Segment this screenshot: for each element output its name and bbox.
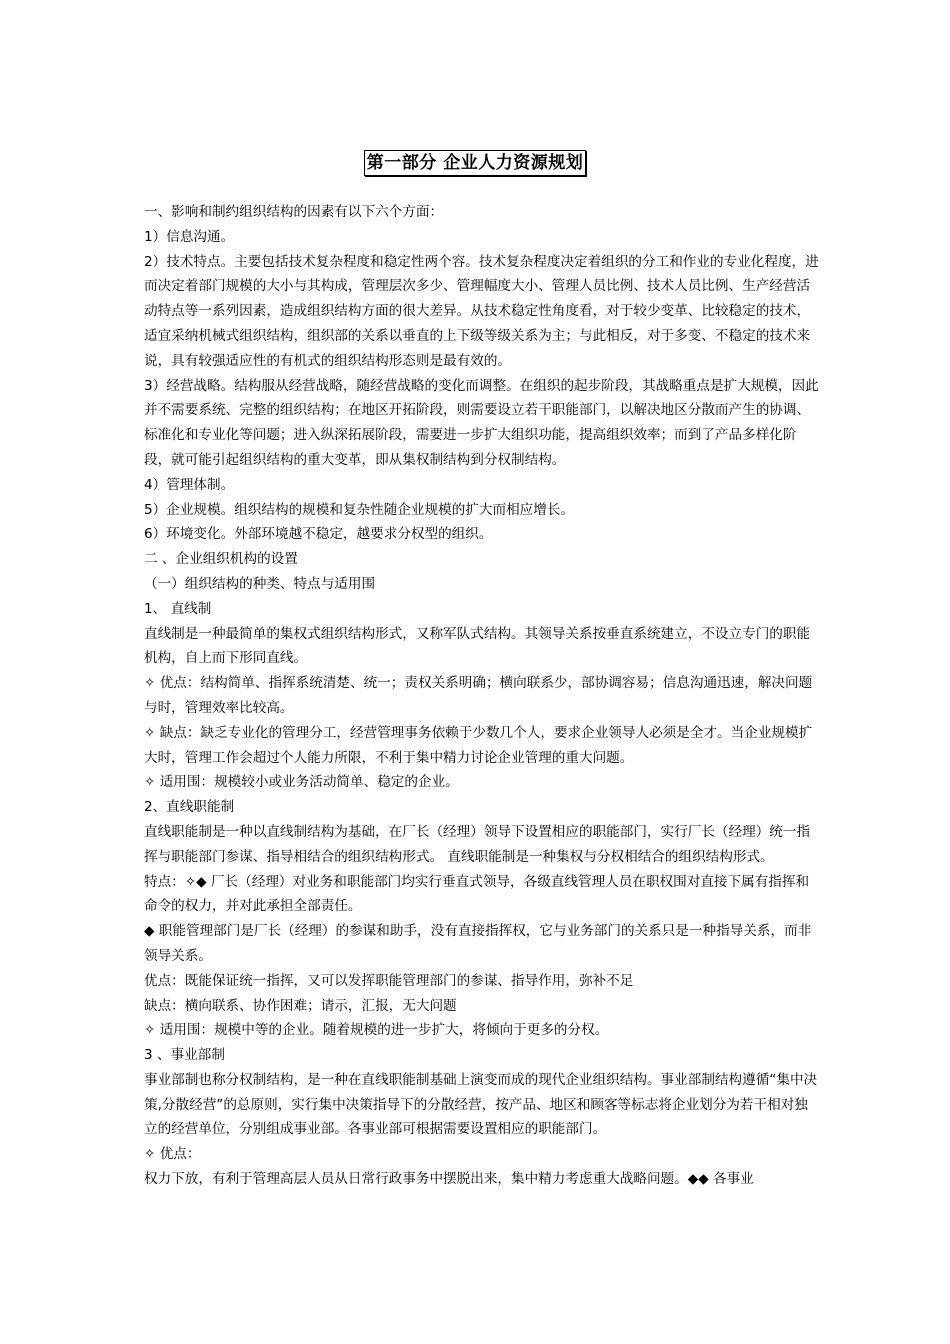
paragraph: 1）信息沟通。: [144, 228, 235, 245]
paragraph: 2）技术特点。主要包括技术复杂程度和稳定性两个容。技术复杂程度决定着组织的分工和作业的专业化程度，进而决定着部门规模的大小与其构成，管理层次多少、管理幅度大小、管理人员比例、技术人员比例、生产经营活动特点等一系列因素，造成组织结构方面的很大差异。从技术稳定性角度看，对于较少变革、比较稳定的技术，适宜采纳机械式组织结构，组织部的关系以垂直的上下级等级关系为主；与此相反，对于多变、不稳定的技术来说，具有较强适应性的有机式的组织结构形态则是最有效的。: [144, 253, 819, 369]
item-heading: 1、 直线制: [144, 600, 212, 617]
page-title: 第一部分 企业人力资源规划: [364, 150, 586, 176]
paragraph: ✧ 优点：: [144, 1146, 201, 1163]
paragraph: ◆ 职能管理部门是厂长（经理）的参谋和助手，没有直接指挥权，它与业务部门的关系只是一种指导关系，而非领导关系。: [144, 923, 812, 964]
paragraph: 6）环境变化。外部环境越不稳定，越要求分权型的组织。: [144, 526, 493, 543]
paragraph: 一、影响和制约组织结构的因素有以下六个方面：: [144, 204, 444, 220]
paragraph: 直线职能制是一种以直线制结构为基础，在厂长（经理）领导下设置相应的职能部门，实行厂长（经理）统一指挥与职能部门参谋、指导相结合的组织结构形式。 直线职能制是一种集权与分权相结合的组织结构形式。: [144, 823, 811, 865]
paragraph: 缺点：横向联系、协作困难；请示，汇报，无大问题: [144, 997, 457, 1014]
paragraph: ✧ 缺点：缺乏专业化的管理分工，经营管理事务依赖于少数几个人，要求企业领导人必须是全才。当企业规模扩大时，管理工作会超过个人能力所限，不利于集中精力讨论企业管理的重大问题。: [144, 724, 813, 766]
title-block: [0, 150, 950, 176]
paragraph: ✧ 适用围：规模中等的企业。随着规模的进一步扩大，将倾向于更多的分权。: [144, 1022, 609, 1039]
subsection-heading: （一）组织结构的种类、特点与适用围: [144, 575, 376, 592]
paragraph: 事业部制也称分权制结构，是一种在直线职能制基础上演变而成的现代企业组织结构。事业部制结构遵循“集中决策,分散经营”的总原则，实行集中决策指导下的分散经营，按产品、地区和顾客等标志将企业划分为若干相对独立的经营单位，分别组成事业部。各事业部可根据需要设置相应的职能部门。: [144, 1071, 818, 1138]
paragraph: ✧ 适用围：规模较小或业务活动简单、稳定的企业。: [144, 774, 459, 791]
paragraph: 特点：✧◆ 厂长（经理）对业务和职能部门均实行垂直式领导，各级直线管理人员在职权围对直接下属有指挥和命令的权力，并对此承担全部责任。: [144, 873, 810, 915]
paragraph: 优点：既能保证统一指挥，又可以发挥职能管理部门的参谋、指导作用，弥补不足: [144, 972, 634, 989]
paragraph: 3）经营战略。结构服从经营战略，随经营战略的变化而调整。在组织的起步阶段，其战略重点是扩大规模，因此并不需要系统、完整的组织结构；在地区开拓阶段，则需要设立若干职能部门，以解决地区分散而产生的协调、标准化和专业化等问题；进入纵深拓展阶段，需要进一步扩大组织功能，提高组织效率；而到了产品多样化阶段，就可能引起组织结构的重大变革，即从集权制结构到分权制结构。: [144, 377, 819, 468]
paragraph: 直线制是一种最简单的集权式组织结构形式，又称军队式结构。其领导关系按垂直系统建立，不设立专门的职能机构，自上而下形同直线。: [144, 625, 811, 667]
paragraph: 权力下放，有利于管理高层人员从日常行政事务中摆脱出来，集中精力考虑重大战略问题。◆◆ 各事业: [144, 1171, 754, 1188]
paragraph: 4）管理体制。: [144, 476, 235, 493]
paragraph: ✧ 优点：结构简单、指挥系统清楚、统一；责权关系明确；横向联系少，部协调容易；信息沟通迅速，解决问题与时，管理效率比较高。: [144, 675, 813, 716]
section-heading: 二 、企业组织机构的设置: [144, 551, 298, 568]
item-heading: 2、直线职能制: [144, 799, 235, 816]
item-heading: 3 、事业部制: [144, 1047, 225, 1064]
paragraph: 5）企业规模。组织结构的规模和复杂性随企业规模的扩大而相应增长。: [144, 501, 575, 518]
document-body: [144, 200, 820, 1192]
